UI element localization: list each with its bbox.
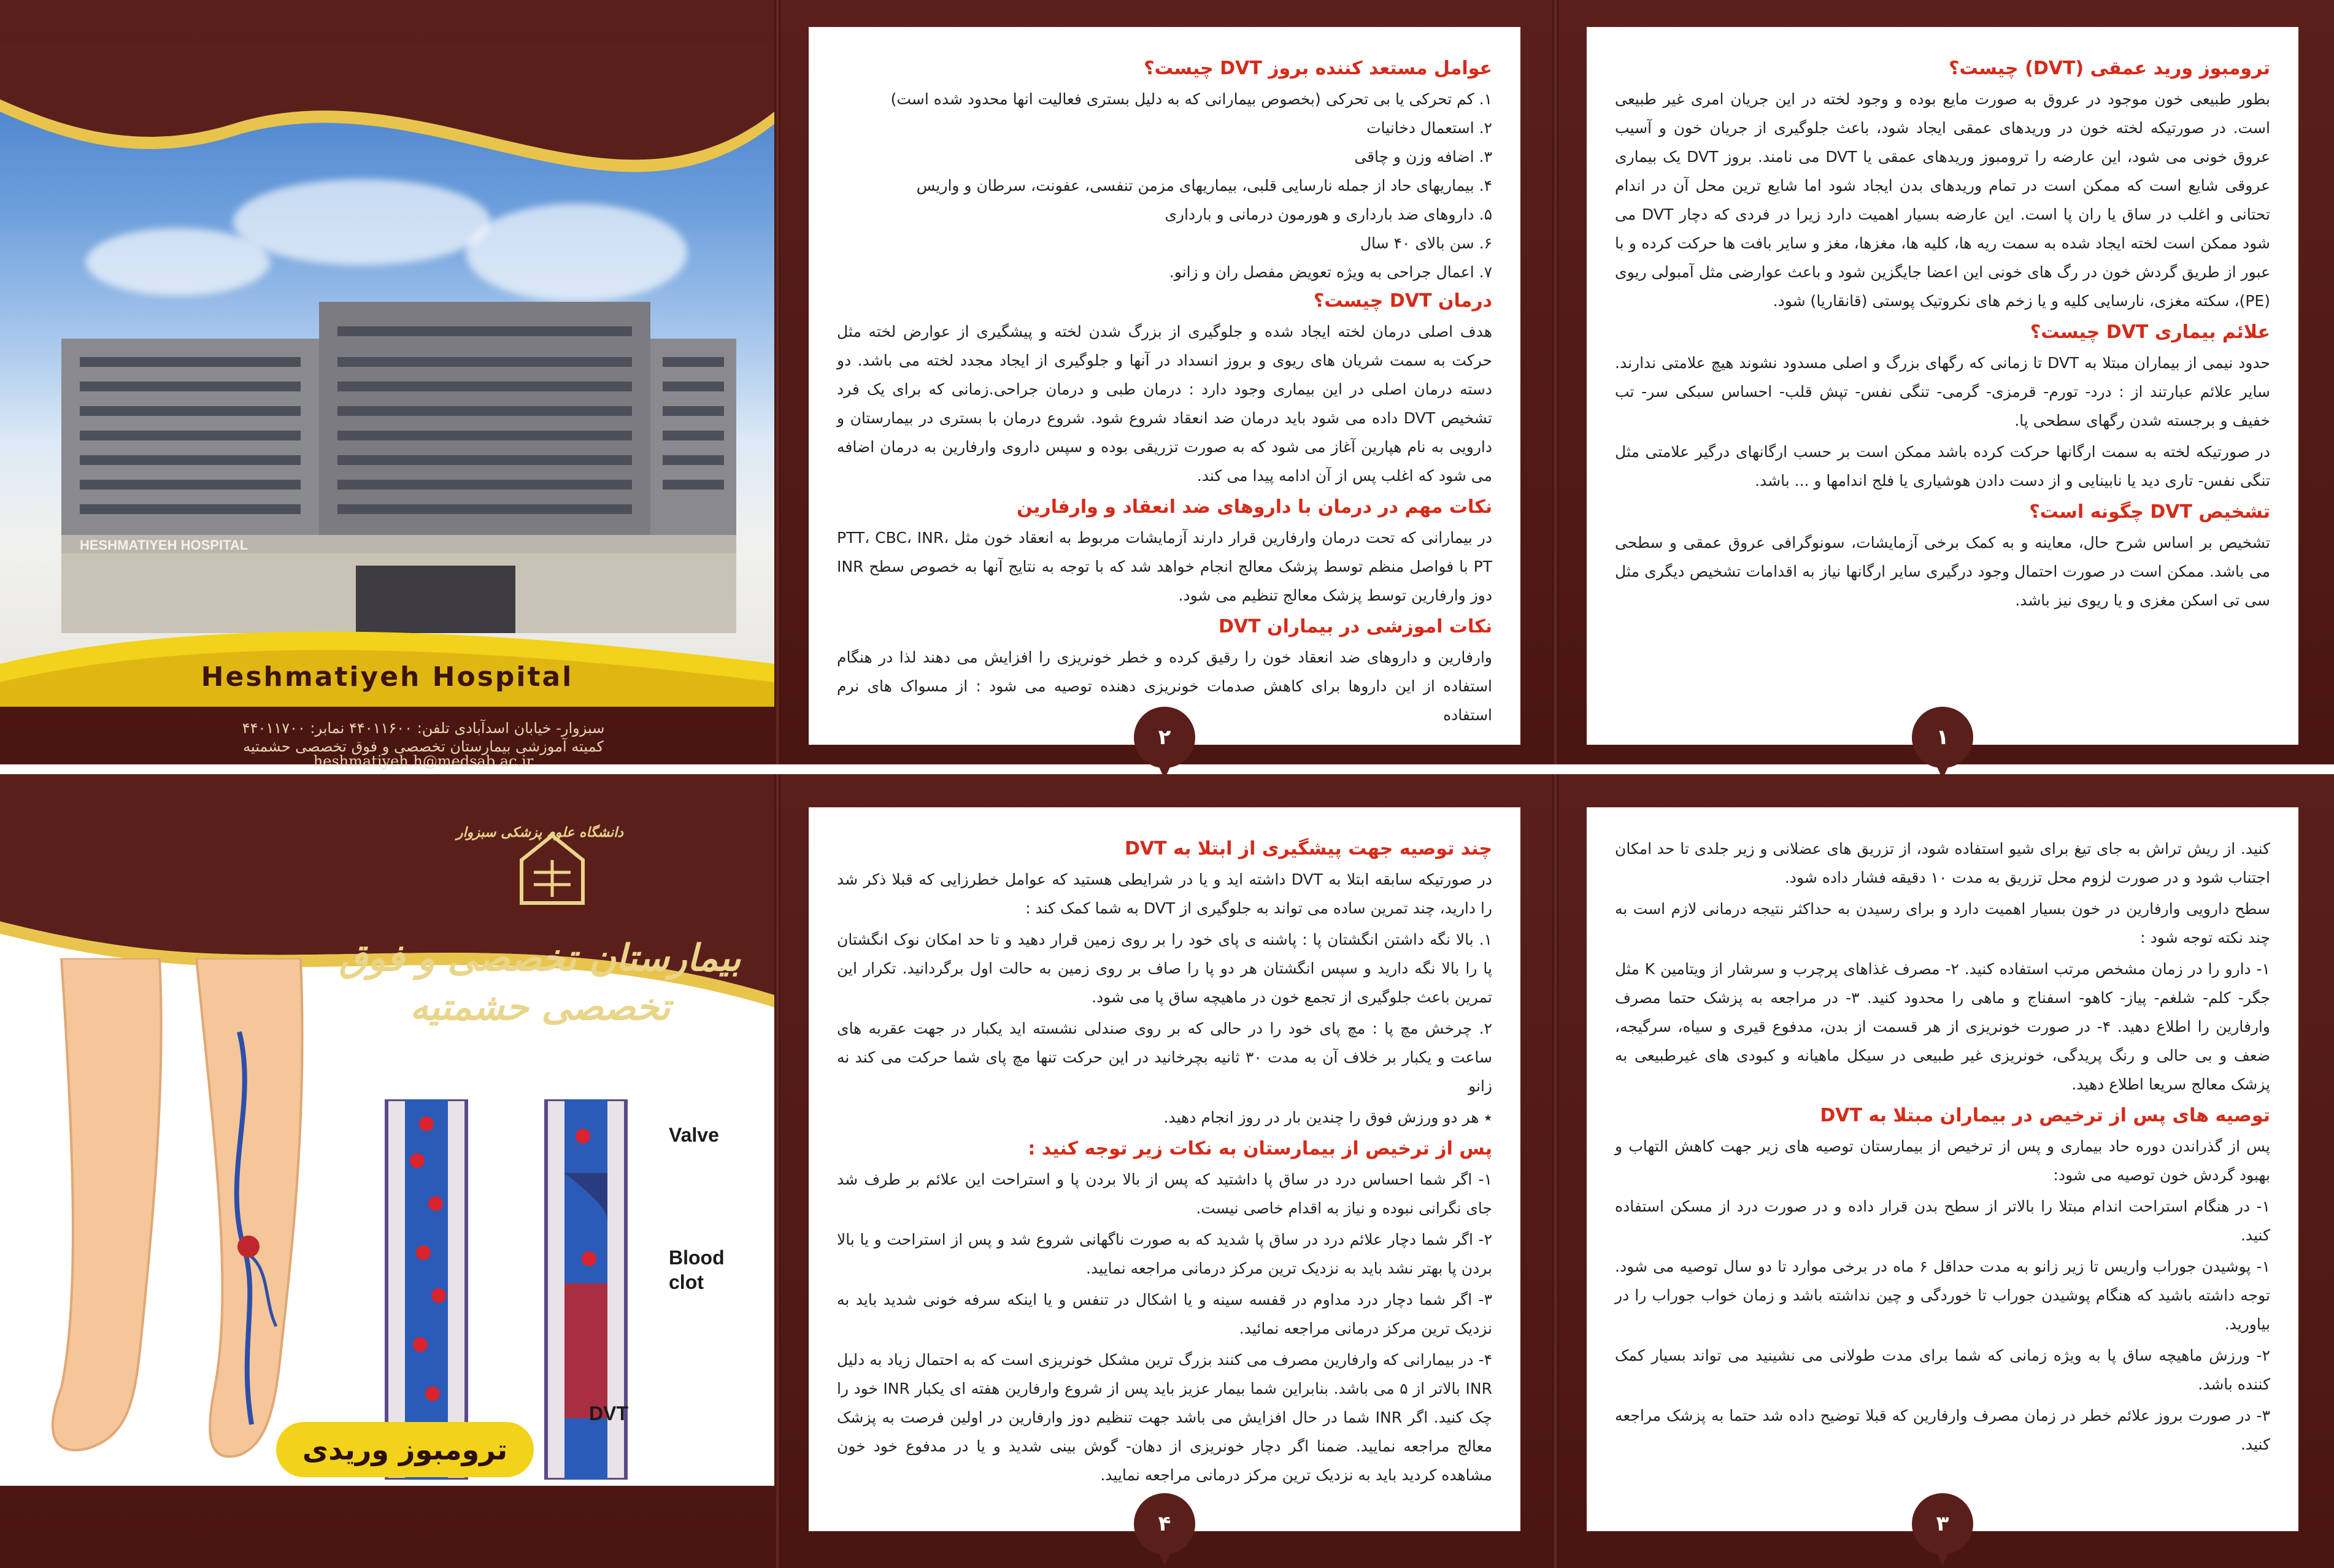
list-item: ۵. داروهای ضد بارداری و هورمون درمانی و بارداری <box>1165 206 1492 223</box>
heading-prevention: چند توصیه جهت پیشگیری از ابتلا به DVT <box>1124 838 1492 859</box>
top-wave-decoration <box>0 44 774 259</box>
page-number-badge: ۴ <box>1134 1493 1195 1555</box>
paragraph: در صورتیکه سابقه ابتلا به DVT داشته اید و یا در شرایطی هستید که عوامل خطرزایی که قبلا ذکر شد را دارید، چند تمرین ساده می تواند به جلوگیری از DVT به شما کمک کند : <box>837 870 1492 917</box>
list-item: ۲. استعمال دخانیات <box>1366 119 1492 137</box>
brochure-title: ترومبوز وریدی <box>276 1422 534 1477</box>
paragraph: سطح دارویی وارفارین در خون بسیار اهمیت دارد و برای رسیدن به حداکثر نتیجه درمانی لازم است به چند نکته توجه شود : <box>1615 900 2270 947</box>
page-number-badge: ۳ <box>1912 1493 1973 1555</box>
paragraph: وارفارین و داروهای ضد انعقاد خون را رقیق کرده و خطر خونریزی را افزایش می دهند لذا در هنگام استفاده از این داروها برای کاهش صدمات خونریزی دهنده توصیه می شود : از مسواک های نرم استفاده <box>837 648 1492 724</box>
page-4 <box>809 807 1520 1536</box>
paragraph: پس از گذراندن دوره حاد بیماری و پس از ترخیص از بیمارستان توصیه های زیر جهت کاهش التهاب و بهبود گردش خون توصیه می شود: <box>1615 1137 2270 1184</box>
heading-education-notes: نکات اموزشی در بیماران DVT <box>1219 616 1492 637</box>
list-item: ۴. بیماریهای حاد از جمله نارسایی قلبی، بیماریهای مزمن تنفسی، عفونت، سرطان و واریس <box>916 177 1492 194</box>
hospital-building-image <box>61 302 736 645</box>
list-item: ۶. سن بالای ۴۰ سال <box>1360 234 1492 252</box>
page-2 <box>809 27 1520 750</box>
heading-treatment: درمان DVT چیست؟ <box>1313 290 1492 312</box>
building-sign-text: HESHMATIYEH HOSPITAL <box>80 537 248 553</box>
heading-discharge-recommendations: توصیه های پس از ترخیص در بیماران مبتلا به DVT <box>1820 1105 2270 1126</box>
fold-line <box>1552 0 1558 764</box>
paragraph: ۳- در صورت بروز علائم خطر در زمان مصرف وارفارین که قبلا توضیح داده شد حتما به پزشک مراجعه کنید. <box>1615 1407 2270 1453</box>
fold-line <box>1552 774 1558 1568</box>
paragraph: ۱- پوشیدن جوراب واریس تا زیر زانو به مدت حداقل ۶ ماه در برخی موارد تا دو سال توصیه می شود. توجه داشته باشید که هنگام پوشیدن جوراب تا خوردگی و چین نداشته باشد و زمان خواب جوراب را در بیاورید. <box>1615 1258 2270 1333</box>
paragraph: ۲- اگر شما دچار علائم درد در ساق پا شدید که به صورت ناگهانی شروع شد و پس از استراحت و یا بالا بردن پا بهتر نشد باید به نزدیک ترین مرکز درمانی مراجعه نمایید. <box>837 1231 1492 1277</box>
page-3 <box>1587 807 2298 1536</box>
cover-panel-hospital <box>0 44 774 707</box>
hospital-name-persian: بیمارستان تخصصی و فوق تخصصی حشمتیه <box>339 937 741 1029</box>
page-1 <box>1587 27 2298 750</box>
paragraph: تشخیص بر اساس شرح حال، معاینه و به کمک برخی آزمایشات، سونوگرافی عروق عمقی و سطحی می باشد. ممکن است در صورت احتمال وجود درگیری سایر ارگانها نیاز به اقدامات تشخیص دیگری مثل سی تی اسکن مغزی و یا ریوی نیز باشد. <box>1615 534 2270 609</box>
paragraph: در صورتیکه لخته به سمت ارگانها حرکت کرده باشد ممکن است بر حسب ارگانهای درگیر علامتی مثل تنگی نفس- تاری دید یا نابینایی و از دست دادن هوشیاری یا فلج اندامها و ... باشد. <box>1615 443 2270 490</box>
paragraph: حدود نیمی از بیماران مبتلا به DVT تا زمانی که رگهای بزرگ و اصلی مسدود نشوند هیچ علامتی ندارند. سایر علائم عبارتند از : درد- تورم- قرمزی- گرمی- تنگی نفس- تپش قلب- احساس سبکی سر- تب خفیف و برجسته شدن رگهای سطحی پا. <box>1615 354 2270 429</box>
paragraph: کنید. از ریش تراش به جای تیغ برای شیو استفاده شود، از تزریق های عضلانی و زیر جلدی تا حد امکان اجتناب شود و در صورت لزوم محل تزریق به مدت ۱۰ دقیقه فشار داده شود. <box>1615 840 2270 886</box>
paragraph: هدف اصلی درمان لخته ایجاد شده و جلوگیری از بزرگ شدن لخته و پیشگیری از عوارض لخته مثل حرکت به سمت شریان های ریوی و بروز انسداد در آنها و جلوگیری از ایجاد مجدد لخته می باشد. دو دسته درمان اصلی در این بیماری وجود دارد : درمان طبی و درمان جراحی.زمانی که برای یک فرد تشخیص DVT داده می شود باید درمان ضد انعقاد شروع شود. شروع درمان با بستری در بیمارستان و دارویی به نام هپارین آغاز می شود که به صورت تزریقی بوده و سپس داروی وارفارین به درمان اضافه می شود که اغلب پس از آن ادامه پیدا می کند. <box>837 323 1492 485</box>
heading-what-is-dvt: ترومبوز ورید عمقی (DVT) چیست؟ <box>1949 58 2270 79</box>
heading-after-discharge: پس از ترخیص از بیمارستان به نکات زیر توجه کنید : <box>1028 1138 1492 1159</box>
hospital-address: سبزوار- خیابان اسدآبادی تلفن: ۴۴۰۱۱۶۰۰ نمابر: ۴۴۰۱۱۷۰۰ <box>242 720 605 737</box>
paragraph: ۱- در هنگام استراحت اندام مبتلا را بالاتر از سطح بدن قرار داده و در صورت درد از مسکن استفاده کنید. <box>1615 1197 2270 1244</box>
fold-line <box>774 774 780 1568</box>
university-caption: دانشگاه علوم پزشکی سبزوار <box>456 824 624 840</box>
heading-diagnosis: تشخیص DVT چگونه است؟ <box>2029 501 2270 523</box>
list-item: ۷. اعمال جراحی به ویژه تعویض مفصل ران و زانو. <box>1169 263 1492 281</box>
education-committee-line: کمیته آموزشی بیمارستان تخصصی و فوق تخصصی حشمتیه <box>243 738 604 755</box>
label-valve: Valve <box>669 1124 719 1146</box>
legs-illustration <box>37 958 356 1474</box>
heading-symptoms: علائم بیماری DVT چیست؟ <box>2030 321 2270 343</box>
hospital-email: heshmatiyeh.h@medsab.ac.ir <box>313 753 534 770</box>
paragraph: ۱- اگر شما احساس درد در ساق پا داشتید که پس از بالا بردن پا و استراحت این علائم بر طرف شد جای نگرانی نبوده و نیاز به اقدام خاصی نیست. <box>837 1170 1492 1217</box>
fold-line <box>774 0 780 764</box>
hospital-name-english: Heshmatiyeh Hospital <box>201 661 574 693</box>
list-item: ۱. کم تحرکی یا بی تحرکی (بخصوص بیمارانی که به دلیل بستری فعالیت انها محدود شده است) <box>890 90 1492 108</box>
heading-anticoagulant-notes: نکات مهم در درمان با داروهای ضد انعقاد و وارفارین <box>1017 496 1492 518</box>
heading-risk-factors: عوامل مستعد کننده بروز DVT چیست؟ <box>1144 58 1492 79</box>
label-blood-clot: Blood clot <box>669 1247 725 1293</box>
paragraph: ۲. چرخش مچ پا : مچ پای خود را در حالی که بر روی صندلی نشسته اید یکبار در جهت عقربه های ساعت و یکبار بر خلاف آن به مدت ۳۰ ثانیه بچرخانید در این حرکت تنها مچ پای شما حرکت می کند نه زانو <box>837 1020 1492 1095</box>
page-number-badge: ۱ <box>1912 707 1973 768</box>
list-item: ۳. اضافه وزن و چاقی <box>1354 148 1492 166</box>
label-dvt: DVT <box>589 1402 628 1424</box>
paragraph: ۱- دارو را در زمان مشخص مرتب استفاده کنید. ۲- مصرف غذاهای پرچرب و سرشار از ویتامین K مثل جگر- کلم- شلغم- پیاز- کاهو- اسفناج و ماهی را محدود کنید. ۳- در مراجعه به پزشک حتما مصرف وارفارین را اطلاع دهید. ۴- در صورت خونریزی از هر قسمت از بدن، مدفوع قیری و سیاه، سرگیجه، ضعف و بی حالی و رنگ پریدگی، خونریزی غیر طبیعی در سیکل ماهیانه و کبودی های غیرطبیعی به پزشک معالج سریعا اطلاع دهید. <box>1615 960 2270 1093</box>
paragraph: ۴- در بیمارانی که وارفارین مصرف می کنند بزرگ ترین مشکل خونریزی است که به احتمال زیاد به دلیل INR بالاتر از ۵ می باشد. بنابراین شما بیمار عزیز باید پس از شروع وارفارین هفته ای یکبار INR خود را چک کنید. اگر INR شما در حال افزایش می باشد جهت تنظیم دوز وارفارین در اولین فرصت به پزشک معالج مراجعه نمایید. ضمنا اگر دچار خونریزی از دهان- گوش بینی شدید و یا در مدفوع خود خون مشاهده کردید باید به نزدیک ترین مرکز درمانی مراجعه نمایید. <box>837 1351 1492 1484</box>
paragraph: بطور طبیعی خون موجود در عروق به صورت مایع بوده و وجود لخته در این جریان امری غیر طبیعی است. در صورتیکه لخته خون در وریدهای عمقی ایجاد شود، باعث جلوگیری از جریان خون و آسیب عروق خونی می شود، این عارضه را ترومبوز وریدهای عمقی یا DVT می نامند. بروز DVT یک بیماری عروقی شایع است که ممکن است در تمام وریدهای بدن ایجاد شود اما شایع ترین محل آن در اندام تحتانی و اغلب در ساق یا ران پا است. این عارضه بسیار اهمیت دارد زیرا در فردی که دچار DVT می شود ممکن است لخته ایجاد شده به سمت ریه ها، کلیه ها، مغزها، مغز و سایر بافت ها حرکت کرده و با عبور از طریق گردش خون در رگ های خونی این اعضا جایگزین شود و باعث عوارضی مثل آمبولی ریوی (PE)، سکته مغزی، نارسایی کلیه و یا زخم های نکروتیک پوستی (قانقاریا) شود. <box>1615 90 2270 310</box>
paragraph: در بیمارانی که تحت درمان وارفارین قرار دارند آزمایشات مربوط به انعقاد خون مثل PTT، CBC، INR، PT با فواصل منظم توسط پزشک معالج انجام خواهد شد که با توجه به نتایج آنها به خصوص سطح INR دوز وارفارین توسط پزشک معالج تنظیم می شود. <box>837 529 1492 604</box>
paragraph: ۲- ورزش ماهیچه ساق پا به ویژه زمانی که شما برای مدت طولانی می نشینید می تواند بسیار کمک کننده باشد. <box>1615 1347 2270 1393</box>
hospital-name-calligraphy <box>331 823 749 1029</box>
page-number-badge: ۲ <box>1134 707 1195 768</box>
paragraph: ٭ هر دو ورزش فوق را چندین بار در روز انجام دهید. <box>1163 1109 1492 1126</box>
paragraph: ۱. بالا نگه داشتن انگشتان پا : پاشنه ی پای خود را بر روی زمین قرار دهید و تا حد امکان نوک انگشتان پا را بالا نگه دارید و سپس انگشتان هر دو پا را صاف بر روی زمین به حالت اول برگردانید. تکرار این تمرین باعث جلوگیری از تجمع خون در ماهیچه ساق پا می شود. <box>837 931 1492 1006</box>
paragraph: ۳- اگر شما دچار درد مداوم در قفسه سینه و یا اشکال در تنفس و یا اینکه سرفه خونی شدید باید به نزدیک ترین مرکز درمانی مراجعه نمائید. <box>837 1291 1492 1337</box>
